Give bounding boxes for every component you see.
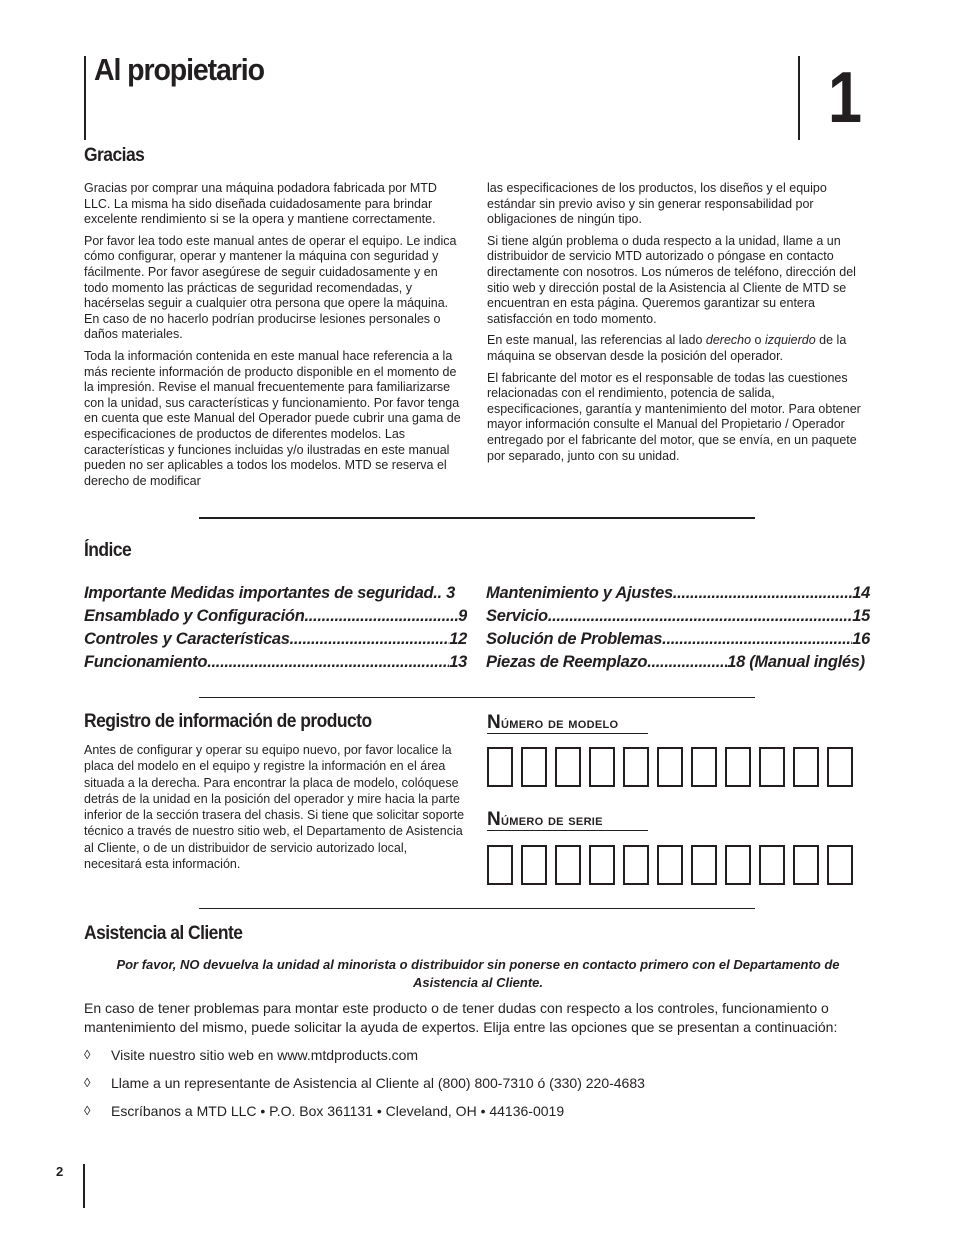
model-number-boxes xyxy=(487,747,853,787)
section-divider xyxy=(199,908,755,909)
model-number-digit-box[interactable] xyxy=(521,747,547,787)
model-number-digit-box[interactable] xyxy=(623,747,649,787)
serial-number-digit-box[interactable] xyxy=(793,845,819,885)
gracias-right-column xyxy=(487,181,872,470)
toc-entry[interactable]: Mantenimiento y Ajustes ..... 14 xyxy=(486,582,870,605)
toc-entry[interactable]: Controles y Características ..... 12 xyxy=(84,628,467,651)
registro-heading: Registro de información de producto xyxy=(84,711,372,732)
gracias-paragraph: Toda la información contenida en este manual hace referencia a la más reciente información de producto disponible en el momento de la impresión. Revise el manual frecuentemente para familiarizarse con la unidad, sus características y funcionamiento. Por favor tenga en cuenta que este Manual del Operador puede cubrir una gama de especificaciones de productos de diferentes modelos. Las características y funciones incluidas y/o ilustradas en este manual pueden no ser aplicables a todos los modelos. MTD se reserva el derecho de modificar xyxy=(84,348,461,488)
serial-number-digit-box[interactable] xyxy=(555,845,581,885)
gracias-paragraph: las especificaciones de los productos, los diseños y el equipo estándar sin previo aviso y sin generar responsabilidad por obligaciones de ningún tipo. xyxy=(487,181,827,227)
gracias-heading: Gracias xyxy=(84,145,145,166)
section-divider xyxy=(199,517,755,519)
serial-number-digit-box[interactable] xyxy=(725,845,751,885)
toc-right xyxy=(486,582,870,674)
serial-number-digit-box[interactable] xyxy=(657,845,683,885)
indice-heading: Índice xyxy=(84,540,132,561)
contact-option-website: ◊ Visite nuestro sitio web en www.mtdproducts.com xyxy=(84,1041,874,1069)
serial-number-boxes xyxy=(487,845,853,885)
model-number-digit-box[interactable] xyxy=(827,747,853,787)
serial-number-digit-box[interactable] xyxy=(623,845,649,885)
serial-number-digit-box[interactable] xyxy=(691,845,717,885)
contact-option-mail: ◊ Escríbanos a MTD LLC • P.O. Box 361131 • Cleveland, OH • 44136-0019 xyxy=(84,1097,874,1125)
diamond-bullet-icon: ◊ xyxy=(84,1103,91,1118)
return-warning: Por favor, NO devuelva la unidad al minorista o distribuidor sin ponerse en contacto primero con el Departamento de Asistencia al Cliente. xyxy=(116,957,840,990)
toc-left xyxy=(84,582,467,674)
model-number-label: Número de modelo xyxy=(487,712,619,733)
serial-number-digit-box[interactable] xyxy=(487,845,513,885)
toc-entry[interactable]: Ensamblado y Configuración ..... 9 xyxy=(84,605,467,628)
model-number-digit-box[interactable] xyxy=(691,747,717,787)
model-number-digit-box[interactable] xyxy=(487,747,513,787)
toc-entry[interactable]: Servicio ..... 15 xyxy=(486,605,870,628)
toc-entry[interactable]: Solución de Problemas ..... 16 xyxy=(486,628,870,651)
model-number-digit-box[interactable] xyxy=(589,747,615,787)
gracias-paragraph-sides: En este manual, las referencias al lado derecho o izquierdo de la máquina se observan desde la posición del operador. xyxy=(487,333,847,363)
model-number-digit-box[interactable] xyxy=(657,747,683,787)
diamond-bullet-icon: ◊ xyxy=(84,1047,91,1062)
chapter-bar xyxy=(798,56,800,140)
serial-number-digit-box[interactable] xyxy=(827,845,853,885)
page-number: 2 xyxy=(56,1164,64,1179)
model-number-digit-box[interactable] xyxy=(759,747,785,787)
gracias-left-column xyxy=(84,181,464,495)
registro-text: Antes de configurar y operar su equipo nuevo, por favor localice la placa del modelo en el equipo y registre la información en el área situada a la derecha. Para encontrar la placa de modelo, colóquese detrás de la unidad en la posición del operador y mire hacia la parte inferior de la sección trasera del chasis. Si tiene que solicitar soporte técnico a través de nuestro sitio web, el Departamento de Asistencia al Cliente, o de un distribuidor de servicio autorizado local, necesitará esta información. xyxy=(84,743,465,872)
chapter-number: 1 xyxy=(828,58,863,138)
model-number-digit-box[interactable] xyxy=(793,747,819,787)
contact-options xyxy=(84,1041,874,1125)
gracias-paragraph: Si tiene algún problema o duda respecto a la unidad, llame a un distribuidor de servicio MTD autorizado o póngase en contacto directamente con nosotros. Los números de teléfono, dirección del sitio web y dirección postal de la Asistencia al Cliente de MTD se encuentran en esta página. Queremos garantizar su entera satisfacción en todo momento. xyxy=(487,233,856,326)
asistencia-intro: En caso de tener problemas para montar este producto o de tener dudas con respecto a los controles, funcionamiento o mantenimiento del mismo, puede solicitar la ayuda de expertos. Elija entre las opciones que se presentan a continuación: xyxy=(84,1000,838,1035)
page-title: Al propietario xyxy=(94,52,264,87)
serial-number-underline xyxy=(487,830,648,831)
serial-number-digit-box[interactable] xyxy=(589,845,615,885)
gracias-paragraph: Por favor lea todo este manual antes de operar el equipo. Le indica cómo configurar, operar y mantener la máquina con seguridad y fácilmente. Por favor asegúrese de seguir cuidadosamente y en todo momento las prácticas de seguridad recomendadas, y hacérselas seguir a cualquier otra persona que opere la máquina. En caso de no hacerlo podrían producirse lesiones personales o daños materiales. xyxy=(84,233,457,342)
diamond-bullet-icon: ◊ xyxy=(84,1075,91,1090)
title-left-bar xyxy=(84,56,86,140)
toc-entry[interactable]: Piezas de Reemplazo ..... 18 (Manual inglés) xyxy=(486,651,870,674)
footer-bar xyxy=(83,1164,85,1208)
toc-entry[interactable]: Funcionamiento ..... 13 xyxy=(84,651,467,674)
section-divider xyxy=(199,697,755,698)
serial-number-digit-box[interactable] xyxy=(521,845,547,885)
gracias-paragraph: El fabricante del motor es el responsable de todas las cuestiones relacionadas con el rendimiento, potencia de salida, especificaciones, garantía y mantenimiento del motor. Para obtener mayor información consulte el Manual del Propietario / Operador entregado por el fabricante del motor, que se envía, en un paquete por separado, junto con su unidad. xyxy=(487,370,861,463)
serial-number-digit-box[interactable] xyxy=(759,845,785,885)
asistencia-heading: Asistencia al Cliente xyxy=(84,923,243,944)
contact-option-phone: ◊ Llame a un representante de Asistencia al Cliente al (800) 800-7310 ó (330) 220-4683 xyxy=(84,1069,874,1097)
model-number-underline xyxy=(487,733,648,734)
model-number-digit-box[interactable] xyxy=(725,747,751,787)
gracias-paragraph: Gracias por comprar una máquina podadora fabricada por MTD LLC. La misma ha sido diseñada cuidadosamente para brindar excelente rendimiento si se la opera y mantiene correctamente. xyxy=(84,181,437,227)
toc-entry[interactable]: Importante Medidas importantes de seguridad .. 3 xyxy=(84,584,455,602)
serial-number-label: Número de serie xyxy=(487,809,603,830)
model-number-digit-box[interactable] xyxy=(555,747,581,787)
